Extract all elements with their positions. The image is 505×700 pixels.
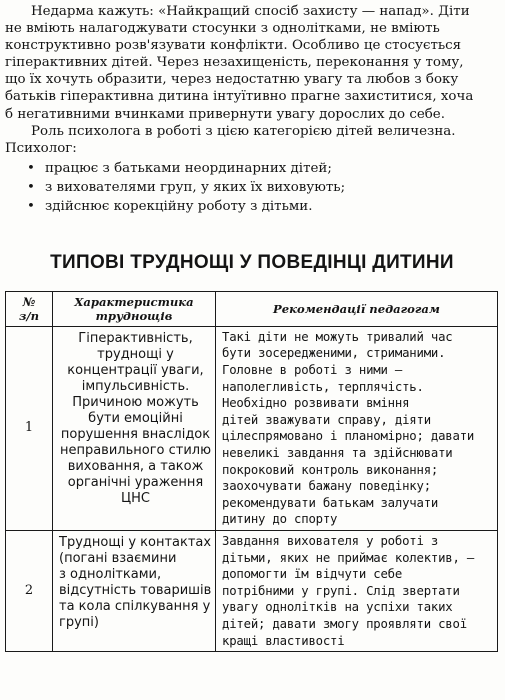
cell-line: відсутність товаришів bbox=[59, 582, 212, 598]
cell-line: цілеспрямовано і планомірно; давати bbox=[222, 429, 475, 444]
cell-line: труднощі у bbox=[97, 346, 174, 362]
cell-line: потрібними у групі. Слід звертати bbox=[222, 583, 460, 598]
text-line: гіперактивних дітей. Через незахищеність, переконання у тому, bbox=[5, 55, 464, 71]
text-line: Психолог: bbox=[5, 140, 77, 156]
cell-line: кращі властивості bbox=[222, 633, 345, 648]
cell-line: органічні ураження bbox=[67, 474, 204, 490]
cell-line: рекомендувати батькам залучати bbox=[222, 495, 439, 510]
psychologist-duties-list bbox=[5, 159, 499, 216]
header-recommendations: Рекомендації педагогам bbox=[216, 291, 498, 326]
table-row bbox=[6, 530, 498, 651]
cell-line: наполегливість, терплячість. bbox=[222, 379, 424, 394]
text-line: б негативними вчинками привернути увагу дорослих до себе. bbox=[5, 106, 445, 122]
cell-line: виховання, а також bbox=[67, 458, 204, 474]
cell-line: Завдання вихователя у роботі з bbox=[222, 533, 439, 548]
bullet-icon: • bbox=[27, 179, 35, 195]
cell-line: імпульсивність. bbox=[81, 378, 190, 394]
header-number-line: № bbox=[22, 294, 36, 309]
list-item-text: здійснює корекційну роботу з дітьми. bbox=[45, 198, 313, 214]
cell-line: покроковий контроль виконання; bbox=[222, 462, 439, 477]
cell-line: дітей зважувати справу, діяти bbox=[222, 412, 431, 427]
cell-line: допомогти їм відчути себе bbox=[222, 567, 403, 582]
header-characteristic-line: труднощів bbox=[95, 308, 173, 323]
bullet-icon: • bbox=[27, 160, 35, 176]
text-line: конструктивно розв'язувати конфлікти. Особливо це стосується bbox=[5, 38, 462, 54]
list-item bbox=[5, 197, 499, 216]
cell-line: заохочувати бажану поведінку; bbox=[222, 479, 431, 494]
cell-line: увагу однолітків на успіхи таких bbox=[222, 600, 453, 615]
intro-paragraph-2 bbox=[5, 123, 499, 157]
cell-line: Такі діти не можуть тривалий час bbox=[222, 329, 453, 344]
intro-text bbox=[5, 3, 499, 157]
text-line: не вміють налагоджувати стосунки з однолітками, не вміють bbox=[5, 21, 440, 37]
text-line: що їх хочуть образити, через недостатню увагу та любов з боку bbox=[5, 72, 459, 88]
bullet-icon: • bbox=[27, 198, 35, 214]
list-item bbox=[5, 178, 499, 197]
table-header-row bbox=[6, 291, 498, 326]
header-characteristic-line: Характеристика bbox=[74, 294, 194, 309]
text-line: Роль психолога в роботі з цією категорією дітей величезна. bbox=[31, 123, 456, 139]
cell-line: концентрації уваги, bbox=[67, 362, 204, 378]
cell-line: бути емоційні bbox=[88, 410, 183, 426]
list-item bbox=[5, 159, 499, 178]
cell-line: Гіперактивність, bbox=[78, 330, 193, 346]
row-number: 2 bbox=[6, 530, 53, 651]
row-recommendation bbox=[216, 530, 498, 651]
cell-line: Труднощі у контактах bbox=[59, 534, 212, 550]
cell-line: бути зосередженими, стриманими. bbox=[222, 346, 446, 361]
cell-line: групі) bbox=[59, 614, 99, 630]
row-characteristic bbox=[53, 530, 216, 651]
cell-line: дитину до спорту bbox=[222, 512, 338, 527]
cell-line: Необхідно розвивати вміння bbox=[222, 396, 410, 411]
row-characteristic bbox=[53, 326, 216, 530]
list-item-text: працює з батьками неординарних дітей; bbox=[45, 160, 332, 176]
difficulties-table bbox=[5, 291, 498, 652]
text-line: Недарма кажуть: «Найкращий спосіб захисту — напад». Діти bbox=[31, 4, 470, 19]
cell-line: неправильного стилю bbox=[59, 442, 212, 458]
table-row bbox=[6, 326, 498, 530]
section-heading: ТИПОВІ ТРУДНОЩІ У ПОВЕДІНЦІ ДИТИНИ bbox=[50, 251, 454, 273]
row-recommendation bbox=[216, 326, 498, 530]
cell-line: з однолітками, bbox=[59, 566, 162, 582]
row-number: 1 bbox=[6, 326, 53, 530]
intro-paragraph-1 bbox=[5, 3, 499, 123]
cell-line: та кола спілкування у bbox=[59, 598, 211, 614]
header-characteristic bbox=[53, 291, 216, 326]
cell-line: дітей; давати змогу проявляти свої bbox=[222, 616, 467, 631]
text-line: батьків гіперактивна дитина інтуїтивно прагне захиститися, хоча bbox=[5, 89, 474, 105]
header-number bbox=[6, 291, 53, 326]
header-number-line: з/п bbox=[18, 308, 40, 323]
cell-line: ЦНС bbox=[121, 490, 150, 506]
cell-line: дітьми, яких не приймає колектив, — bbox=[222, 550, 475, 565]
list-item-text: з вихователями груп, у яких їх виховують; bbox=[45, 179, 346, 195]
cell-line: (погані взаємини bbox=[59, 550, 177, 566]
cell-line: невеликі завдання та здійснювати bbox=[222, 446, 453, 460]
cell-line: порушення внаслідок bbox=[60, 426, 211, 442]
cell-line: Причиною можуть bbox=[72, 394, 199, 410]
cell-line: Головне в роботі з ними — bbox=[222, 363, 403, 378]
